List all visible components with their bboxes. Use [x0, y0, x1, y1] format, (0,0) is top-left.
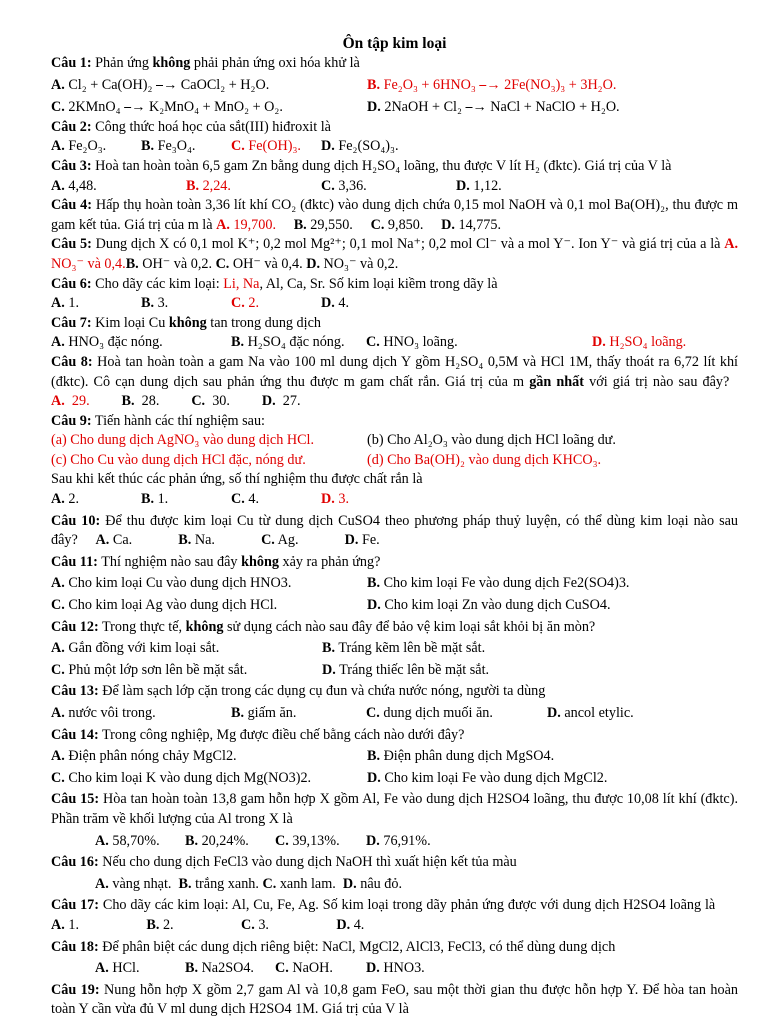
q9-experiment-b: (b) Cho Al₂O₃ vào dung dịch HCl loãng dư. — [367, 432, 616, 449]
q3-option-d[interactable] — [456, 177, 502, 197]
letters-b: B. — [185, 960, 199, 977]
q4-text: Hấp thụ hoàn toàn 3,36 lít khí CO₂ (đktc) vào dung dịch chứa 0,15 mol NaOH và 0,1 mol Ba(OH)₂, thu được m gam kết tủa. Giá trị của m là — [51, 197, 738, 233]
letters-d: D. — [321, 295, 335, 312]
q6-text_a: Cho dãy các kim loại: — [95, 275, 224, 292]
letters-d: D. — [261, 393, 276, 410]
question-15 — [51, 790, 738, 829]
q12-a: Gắn đồng với kim loại sắt. — [68, 640, 220, 657]
q9-option-a[interactable] — [51, 490, 141, 510]
q9-experiments-row2 — [51, 451, 738, 471]
q17-b: 2. — [162, 916, 174, 933]
page-title: Ôn tập kim loại — [342, 35, 447, 52]
q3-c: 3,36. — [338, 177, 367, 194]
q11-option-a[interactable] — [51, 574, 367, 594]
q6-text_b: , Al, Ca, Sr. Số kim loại kiềm trong dãy là — [259, 275, 498, 292]
letters-d: D. — [367, 769, 381, 786]
q2-option-b[interactable] — [141, 137, 231, 157]
q4-d: 14,775. — [458, 216, 502, 233]
q6-option-c[interactable] — [231, 294, 321, 314]
letters-b: B. — [186, 177, 200, 194]
q15-b: 20,24%. — [201, 832, 249, 849]
q6-d: 4. — [338, 295, 349, 312]
q7-d: H₂SO₄ loãng. — [609, 334, 687, 351]
q4-b: 29,550. — [310, 216, 353, 233]
question-3 — [51, 157, 738, 177]
letters-d: D. — [336, 916, 351, 933]
q3-a: 4,48. — [68, 177, 97, 194]
q19-text: Nung hỗn hợp X gồm 2,7 gam Al và 10,8 gam FeO, sau một thời gian thu được hỗn hợp Y. Để hòa tan hoàn toàn Y cần vừa đủ V ml dung dịch H2SO4 1M. Giá trị của V là — [51, 981, 738, 1018]
q3-option-c[interactable] — [321, 177, 456, 197]
q13-option-a[interactable] — [51, 704, 231, 724]
letters-a: A. — [51, 491, 65, 508]
q8-text_bold: gần nhất — [529, 373, 584, 390]
letters-a: A. — [51, 916, 65, 933]
q16-label: Câu 16: — [51, 854, 99, 871]
letters-a: A. — [51, 295, 65, 312]
letters-b: B. — [367, 76, 381, 93]
q13-option-d[interactable] — [547, 704, 634, 724]
q9-a: 2. — [68, 491, 79, 508]
q14-a: Điện phân nóng chảy MgCl2. — [68, 748, 237, 765]
q7-option-c[interactable] — [366, 333, 592, 353]
q11-text_b: xảy ra phản ứng? — [278, 553, 381, 570]
letters-b: B. — [121, 393, 135, 410]
letters-b: B. — [231, 705, 245, 721]
letters-b: B. — [367, 748, 381, 765]
letters-d: D. — [342, 875, 357, 892]
q15-option-d[interactable] — [366, 832, 431, 852]
letters-b: B. — [322, 640, 336, 657]
letters-a: A. — [95, 960, 109, 977]
letters-b: B. — [185, 832, 199, 849]
q13-text: Để làm sạch lớp cặn trong các dụng cụ đun và chứa nước nóng, người ta dùng — [102, 683, 546, 700]
q13-c: dung dịch muối ăn. — [383, 705, 493, 721]
q12-option-d[interactable] — [322, 661, 489, 681]
letters-d: D. — [366, 832, 380, 849]
letters-c: C. — [370, 216, 385, 233]
q16-text: Nếu cho dung dịch FeCl3 vào dung dịch NaOH thì xuất hiện kết tủa màu — [102, 854, 517, 871]
letters-d: D. — [366, 960, 380, 977]
q18-c: NaOH. — [292, 960, 333, 977]
q6-option-d[interactable] — [321, 294, 349, 314]
q18-option-b[interactable] — [185, 959, 275, 979]
q14-option-d[interactable] — [367, 769, 607, 789]
letters-c: C. — [191, 393, 206, 410]
q17-c: 3. — [258, 916, 269, 933]
q8-b: 28. — [141, 393, 160, 410]
q16-a: vàng nhạt. — [112, 875, 172, 892]
q10-a: Ca. — [112, 532, 133, 549]
q13-a: nước vôi trong. — [68, 705, 156, 721]
q5-a: NO₃⁻ và 0,4. — [51, 255, 126, 272]
q3-option-b[interactable] — [186, 177, 321, 197]
q11-options-row1 — [51, 574, 738, 594]
letters-b: B. — [178, 532, 192, 549]
letters-c: C. — [366, 705, 380, 721]
letters-b: B. — [367, 575, 381, 592]
q11-option-b[interactable] — [367, 574, 629, 594]
q12-text_a: Trong thực tế, — [102, 618, 186, 635]
q8-a: 29. — [71, 393, 90, 410]
letters-d: D. — [456, 177, 470, 194]
q9-label: Câu 9: — [51, 412, 92, 429]
q15-options — [51, 832, 738, 852]
letters-b: B. — [231, 334, 245, 351]
letters-c: C. — [231, 295, 245, 312]
q12-options-row1 — [51, 639, 738, 659]
q1-option-c[interactable] — [51, 98, 367, 118]
q17-text: Cho dãy các kim loại: Al, Cu, Fe, Ag. Số kim loại trong dãy phản ứng được với dung dịch H2SO4 loãng là — [102, 897, 716, 914]
q12-d: Tráng thiếc lên bề mặt sắt. — [339, 661, 490, 678]
q15-c: 39,13%. — [292, 832, 340, 849]
letters-c: C. — [261, 532, 275, 549]
q3-options — [51, 177, 738, 197]
q8-c: 30. — [212, 393, 230, 410]
q1-text_a: Phản ứng — [95, 55, 153, 71]
q16-b: trắng xanh. — [195, 875, 259, 892]
q1-option-d[interactable] — [367, 98, 620, 118]
q18-a: HCl. — [112, 960, 140, 977]
q1-b: Fe₂O₃ + 6HNO₃ ⎯→ 2Fe(NO₃)₃ + 3H₂O. — [383, 76, 617, 93]
q8-text_b: với giá trị nào sau đây? — [583, 373, 730, 390]
q2-label: Câu 2: — [51, 118, 92, 135]
q9-text: Tiến hành các thí nghiệm sau: — [94, 412, 265, 429]
letters-d: D. — [367, 597, 381, 614]
letters-c: C. — [366, 334, 380, 351]
q1-text_b: phải phản ứng oxi hóa khử là — [190, 55, 360, 71]
q2-text: Công thức hoá học của sắt(III) hiđroxit là — [95, 118, 331, 135]
q9-options — [51, 490, 738, 510]
q15-option-c[interactable] — [275, 832, 366, 852]
question-17 — [51, 896, 738, 935]
q1-d: 2NaOH + Cl₂ ⎯→ NaCl + NaClO + H₂O. — [384, 99, 620, 116]
q14-b: Điện phân dung dịch MgSO4. — [383, 748, 555, 765]
q9-d: 3. — [338, 491, 349, 508]
q9-question: Sau khi kết thúc các phản ứng, số thí nghiệm thu được chất rắn là — [51, 471, 423, 488]
q11-option-c[interactable] — [51, 596, 367, 616]
q3-d: 1,12. — [473, 177, 502, 194]
question-14 — [51, 726, 738, 746]
question-label: Câu 1: — [51, 55, 92, 71]
letters-d: D. — [321, 138, 335, 155]
question-4 — [51, 196, 738, 235]
q4-c: 9,850. — [387, 216, 424, 233]
q5-b: OH⁻ và 0,2. — [142, 255, 213, 272]
letters-c: C. — [51, 597, 65, 614]
question-13 — [51, 682, 738, 702]
q11-label: Câu 11: — [51, 553, 98, 570]
q7-text_a: Kim loại Cu — [95, 314, 169, 331]
q12-text_b: sử dụng cách nào sau đây để bảo vệ kim loại sắt khỏi bị ăn mòn? — [223, 618, 596, 635]
q14-option-b[interactable] — [367, 747, 554, 767]
question-12 — [51, 618, 738, 638]
q8-label: Câu 8: — [51, 353, 93, 370]
letters-c: C. — [51, 661, 65, 678]
q16-options — [51, 875, 738, 895]
q2-options — [51, 137, 738, 157]
q4-label: Câu 4: — [51, 197, 92, 214]
q7-label: Câu 7: — [51, 314, 92, 331]
letters-c: C. — [262, 875, 277, 892]
q12-option-a[interactable] — [51, 639, 322, 659]
q16-option-c[interactable] — [262, 876, 335, 892]
letters-a: A. — [51, 76, 65, 93]
question-10 — [51, 512, 738, 551]
q16-d: nâu đỏ. — [360, 875, 402, 892]
letters-a: A. — [51, 138, 65, 155]
q6-text_red: Li, Na — [223, 275, 260, 292]
q13-option-c[interactable] — [366, 704, 547, 724]
q15-option-b[interactable] — [185, 832, 275, 852]
question-19 — [51, 981, 738, 1020]
question-9 — [51, 412, 738, 432]
q18-options — [51, 959, 738, 979]
q6-a: 1. — [68, 295, 79, 312]
question-7 — [51, 314, 738, 334]
q13-options — [51, 704, 738, 724]
q7-option-a[interactable] — [51, 333, 231, 353]
q12-options-row2 — [51, 661, 738, 681]
letters-a: A. — [95, 875, 109, 892]
letters-b: B. — [178, 875, 192, 892]
q10-c: Ag. — [277, 532, 299, 549]
letters-b: B. — [293, 216, 307, 233]
letters-c: C. — [231, 138, 245, 155]
q1-option-b[interactable] — [367, 76, 616, 96]
q14-text: Trong công nghiệp, Mg được điều chế bằng cách nào dưới đây? — [102, 726, 465, 743]
q14-options-row1 — [51, 747, 738, 767]
q14-c: Cho kim loại K vào dung dịch Mg(NO3)2. — [68, 769, 312, 786]
q11-options-row2 — [51, 596, 738, 616]
q17-d: 4. — [353, 916, 365, 933]
q11-text_a: Thí nghiệm nào sau đây — [101, 553, 242, 570]
q9-b: 1. — [157, 491, 169, 508]
q4-a: 19,700. — [233, 216, 276, 233]
q7-text_b: tan trong dung dịch — [206, 314, 321, 331]
letters-a: A. — [95, 532, 110, 549]
q10-label: Câu 10: — [51, 512, 101, 529]
question-18 — [51, 938, 738, 958]
letters-c: C. — [321, 177, 335, 194]
q9-c: 4. — [248, 491, 259, 508]
q7-b: H₂SO₄ đặc nóng. — [247, 334, 345, 351]
q10-text: Để thu được kim loại Cu từ dung dịch CuSO4 theo phương pháp thuỷ luyện, có thể dùng kim loại nào sau đây? — [51, 512, 739, 549]
question-8 — [51, 353, 738, 412]
q11-option-d[interactable] — [367, 596, 611, 616]
q16-option-b[interactable] — [179, 876, 259, 892]
q18-label: Câu 18: — [51, 938, 99, 955]
q13-d: ancol etylic. — [564, 705, 634, 721]
q12-c: Phủ một lớp sơn lên bề mặt sắt. — [68, 661, 248, 678]
q6-option-a[interactable] — [51, 294, 141, 314]
q6-label: Câu 6: — [51, 275, 92, 292]
q9-option-b[interactable] — [141, 490, 231, 510]
q17-label: Câu 17: — [51, 897, 99, 914]
q5-label: Câu 5: — [51, 236, 92, 253]
q9-experiment-c: (c) Cho Cu vào dung dịch HCl đặc, nóng dư. — [51, 451, 306, 468]
q9-experiment-a: (a) Cho dung dịch AgNO₃ vào dung dịch HCl. — [51, 432, 315, 449]
q14-options-row2 — [51, 769, 738, 789]
q18-b: Na2SO4. — [201, 960, 254, 977]
letters-c: C. — [51, 99, 65, 116]
q18-option-a[interactable] — [95, 959, 185, 979]
q14-d: Cho kim loại Fe vào dung dịch MgCl2. — [384, 769, 608, 786]
q2-option-c[interactable] — [231, 137, 321, 157]
q11-a: Cho kim loại Cu vào dung dịch HNO3. — [68, 575, 292, 592]
letters-b: B. — [141, 295, 155, 312]
q9-experiments-row1 — [51, 431, 738, 451]
q9-experiment-d: (d) Cho Ba(OH)₂ vào dung dịch KHCO₃. — [367, 451, 602, 468]
question-11 — [51, 553, 738, 573]
q3-b: 2,24. — [202, 177, 231, 194]
q12-option-c[interactable] — [51, 661, 322, 681]
q7-a: HNO₃ đặc nóng. — [68, 334, 163, 351]
q3-text: Hoà tan hoàn toàn 6,5 gam Zn bằng dung dịch H₂SO₄ loãng, thu được V lít H₂ (đktc). Giá trị của V là — [95, 157, 672, 174]
letters-c: C. — [231, 491, 245, 508]
q6-option-b[interactable] — [141, 294, 231, 314]
letters-a: A. — [51, 177, 65, 194]
q13-b: giấm ăn. — [247, 705, 297, 721]
q12-label: Câu 12: — [51, 618, 99, 635]
letters-c: C. — [275, 960, 289, 977]
letters-c: C. — [51, 769, 65, 786]
q8-text_a: Hoà tan hoàn toàn a gam Na vào 100 ml dung dịch Y gồm H₂SO₄ 0,5M và HCl 1M, thấy thoát ra 6,72 lít khí (đktc). Cô cạn dung dịch sau phản ứng thu được m gam chất rắn. Giá trị của m — [51, 353, 738, 390]
q15-option-a[interactable] — [95, 832, 185, 852]
q1-option-a[interactable] — [51, 76, 367, 96]
q3-label: Câu 3: — [51, 157, 92, 174]
letters-d: D. — [344, 532, 359, 549]
q6-b: 3. — [157, 295, 169, 312]
q7-c: HNO₃ loãng. — [383, 334, 458, 351]
q18-option-d[interactable] — [366, 959, 425, 979]
q13-option-b[interactable] — [231, 704, 366, 724]
q7-option-b[interactable] — [231, 333, 366, 353]
q12-option-b[interactable] — [322, 639, 485, 659]
letters-b: B. — [141, 491, 155, 508]
q15-a: 58,70%. — [112, 832, 160, 849]
letters-a: A. — [51, 334, 65, 351]
q11-b: Cho kim loại Fe vào dung dịch Fe2(SO4)3. — [383, 575, 630, 592]
letters-a: A. — [724, 236, 739, 253]
letters-d: D. — [547, 705, 561, 721]
q2-b: Fe₃O₄. — [157, 138, 196, 155]
letters-c: C. — [275, 832, 289, 849]
q10-d: Fe. — [361, 532, 380, 549]
q2-c: Fe(OH)₃. — [248, 138, 301, 155]
q1-a: Cl₂ + Ca(OH)₂ ⎯→ CaOCl₂ + H₂O. — [68, 76, 270, 93]
q1-text_bold: không — [152, 55, 191, 71]
letters-d: D. — [592, 334, 606, 351]
question-16 — [51, 853, 738, 873]
q14-label: Câu 14: — [51, 726, 99, 743]
q11-c: Cho kim loại Ag vào dung dịch HCl. — [68, 597, 278, 614]
question-1 — [51, 54, 738, 74]
q15-label: Câu 15: — [51, 791, 100, 808]
q11-text_bold: không — [241, 553, 279, 570]
q8-d: 27. — [282, 393, 301, 410]
q2-d: Fe₂(SO₄)₃. — [338, 138, 399, 155]
question-6 — [51, 275, 738, 295]
letters-c: C. — [240, 916, 255, 933]
q10-b: Na. — [194, 532, 215, 549]
q14-option-c[interactable] — [51, 769, 367, 789]
letters-b: B. — [146, 916, 160, 933]
q16-option-a[interactable] — [95, 876, 171, 892]
q1-options-row2 — [51, 98, 738, 118]
letters-d: D. — [306, 255, 320, 272]
q18-option-c[interactable] — [275, 959, 366, 979]
letters-a: A. — [95, 832, 109, 849]
q11-d: Cho kim loại Zn vào dung dịch CuSO4. — [384, 597, 611, 614]
letters-d: D. — [441, 216, 455, 233]
q1-options-row1 — [51, 76, 738, 96]
q19-label: Câu 19: — [51, 981, 100, 998]
letters-b: B. — [125, 255, 139, 272]
q15-d: 76,91%. — [383, 832, 431, 849]
q2-option-d[interactable] — [321, 137, 399, 157]
q5-c: OH⁻ và 0,4. — [232, 255, 303, 272]
q2-option-a[interactable] — [51, 137, 141, 157]
q14-option-a[interactable] — [51, 747, 367, 767]
q17-a: 1. — [68, 916, 79, 933]
q1-c: 2KMnO₄ ⎯→ K₂MnO₄ + MnO₂ + O₂. — [68, 99, 283, 116]
letters-a: A. — [51, 705, 65, 721]
q18-text: Để phân biệt các dung dịch riêng biệt: NaCl, MgCl2, AlCl3, FeCl3, có thể dùng dung dịch — [102, 938, 616, 955]
q9-option-d[interactable] — [321, 490, 349, 510]
q5-text: Dung dịch X có 0,1 mol K⁺; 0,2 mol Mg²⁺; 0,1 mol Na⁺; 0,2 mol Cl⁻ và a mol Y⁻. Ion Y⁻ và giá trị của a là — [95, 236, 721, 253]
letters-a: A. — [51, 748, 65, 765]
question-5 — [51, 235, 738, 274]
letters-a: A. — [51, 393, 65, 410]
letters-d: D. — [367, 99, 381, 116]
q3-option-a[interactable] — [51, 177, 186, 197]
letters-c: C. — [215, 255, 230, 272]
q15-text: Hòa tan hoàn toàn 13,8 gam hỗn hợp X gồm Al, Fe vào dung dịch H2SO4 loãng, thu được 10,08 lít khí (đktc). Phần trăm về khối lượng của Al trong X là — [51, 791, 738, 827]
q12-b: Tráng kẽm lên bề mặt sắt. — [338, 640, 486, 657]
letters-a: A. — [51, 575, 65, 592]
q12-text_bold: không — [185, 618, 224, 635]
letters-d: D. — [322, 661, 336, 678]
q9-option-c[interactable] — [231, 490, 321, 510]
q6-c: 2. — [248, 295, 259, 312]
letters-b: B. — [141, 138, 155, 155]
q16-c: xanh lam. — [279, 875, 336, 892]
q5-d: NO₃⁻ và 0,2. — [323, 255, 399, 272]
q13-label: Câu 13: — [51, 683, 99, 700]
q7-text_bold: không — [168, 314, 207, 331]
q7-options — [51, 333, 738, 353]
letters-a: A. — [51, 640, 65, 657]
q7-option-d[interactable] — [592, 333, 686, 353]
letters-a: A. — [216, 216, 230, 233]
question-2 — [51, 118, 738, 138]
letters-d: D. — [321, 491, 335, 508]
q18-d: HNO3. — [383, 960, 425, 977]
q6-options — [51, 294, 738, 314]
q2-a: Fe₂O₃. — [68, 138, 107, 155]
q16-option-d[interactable] — [343, 876, 402, 892]
